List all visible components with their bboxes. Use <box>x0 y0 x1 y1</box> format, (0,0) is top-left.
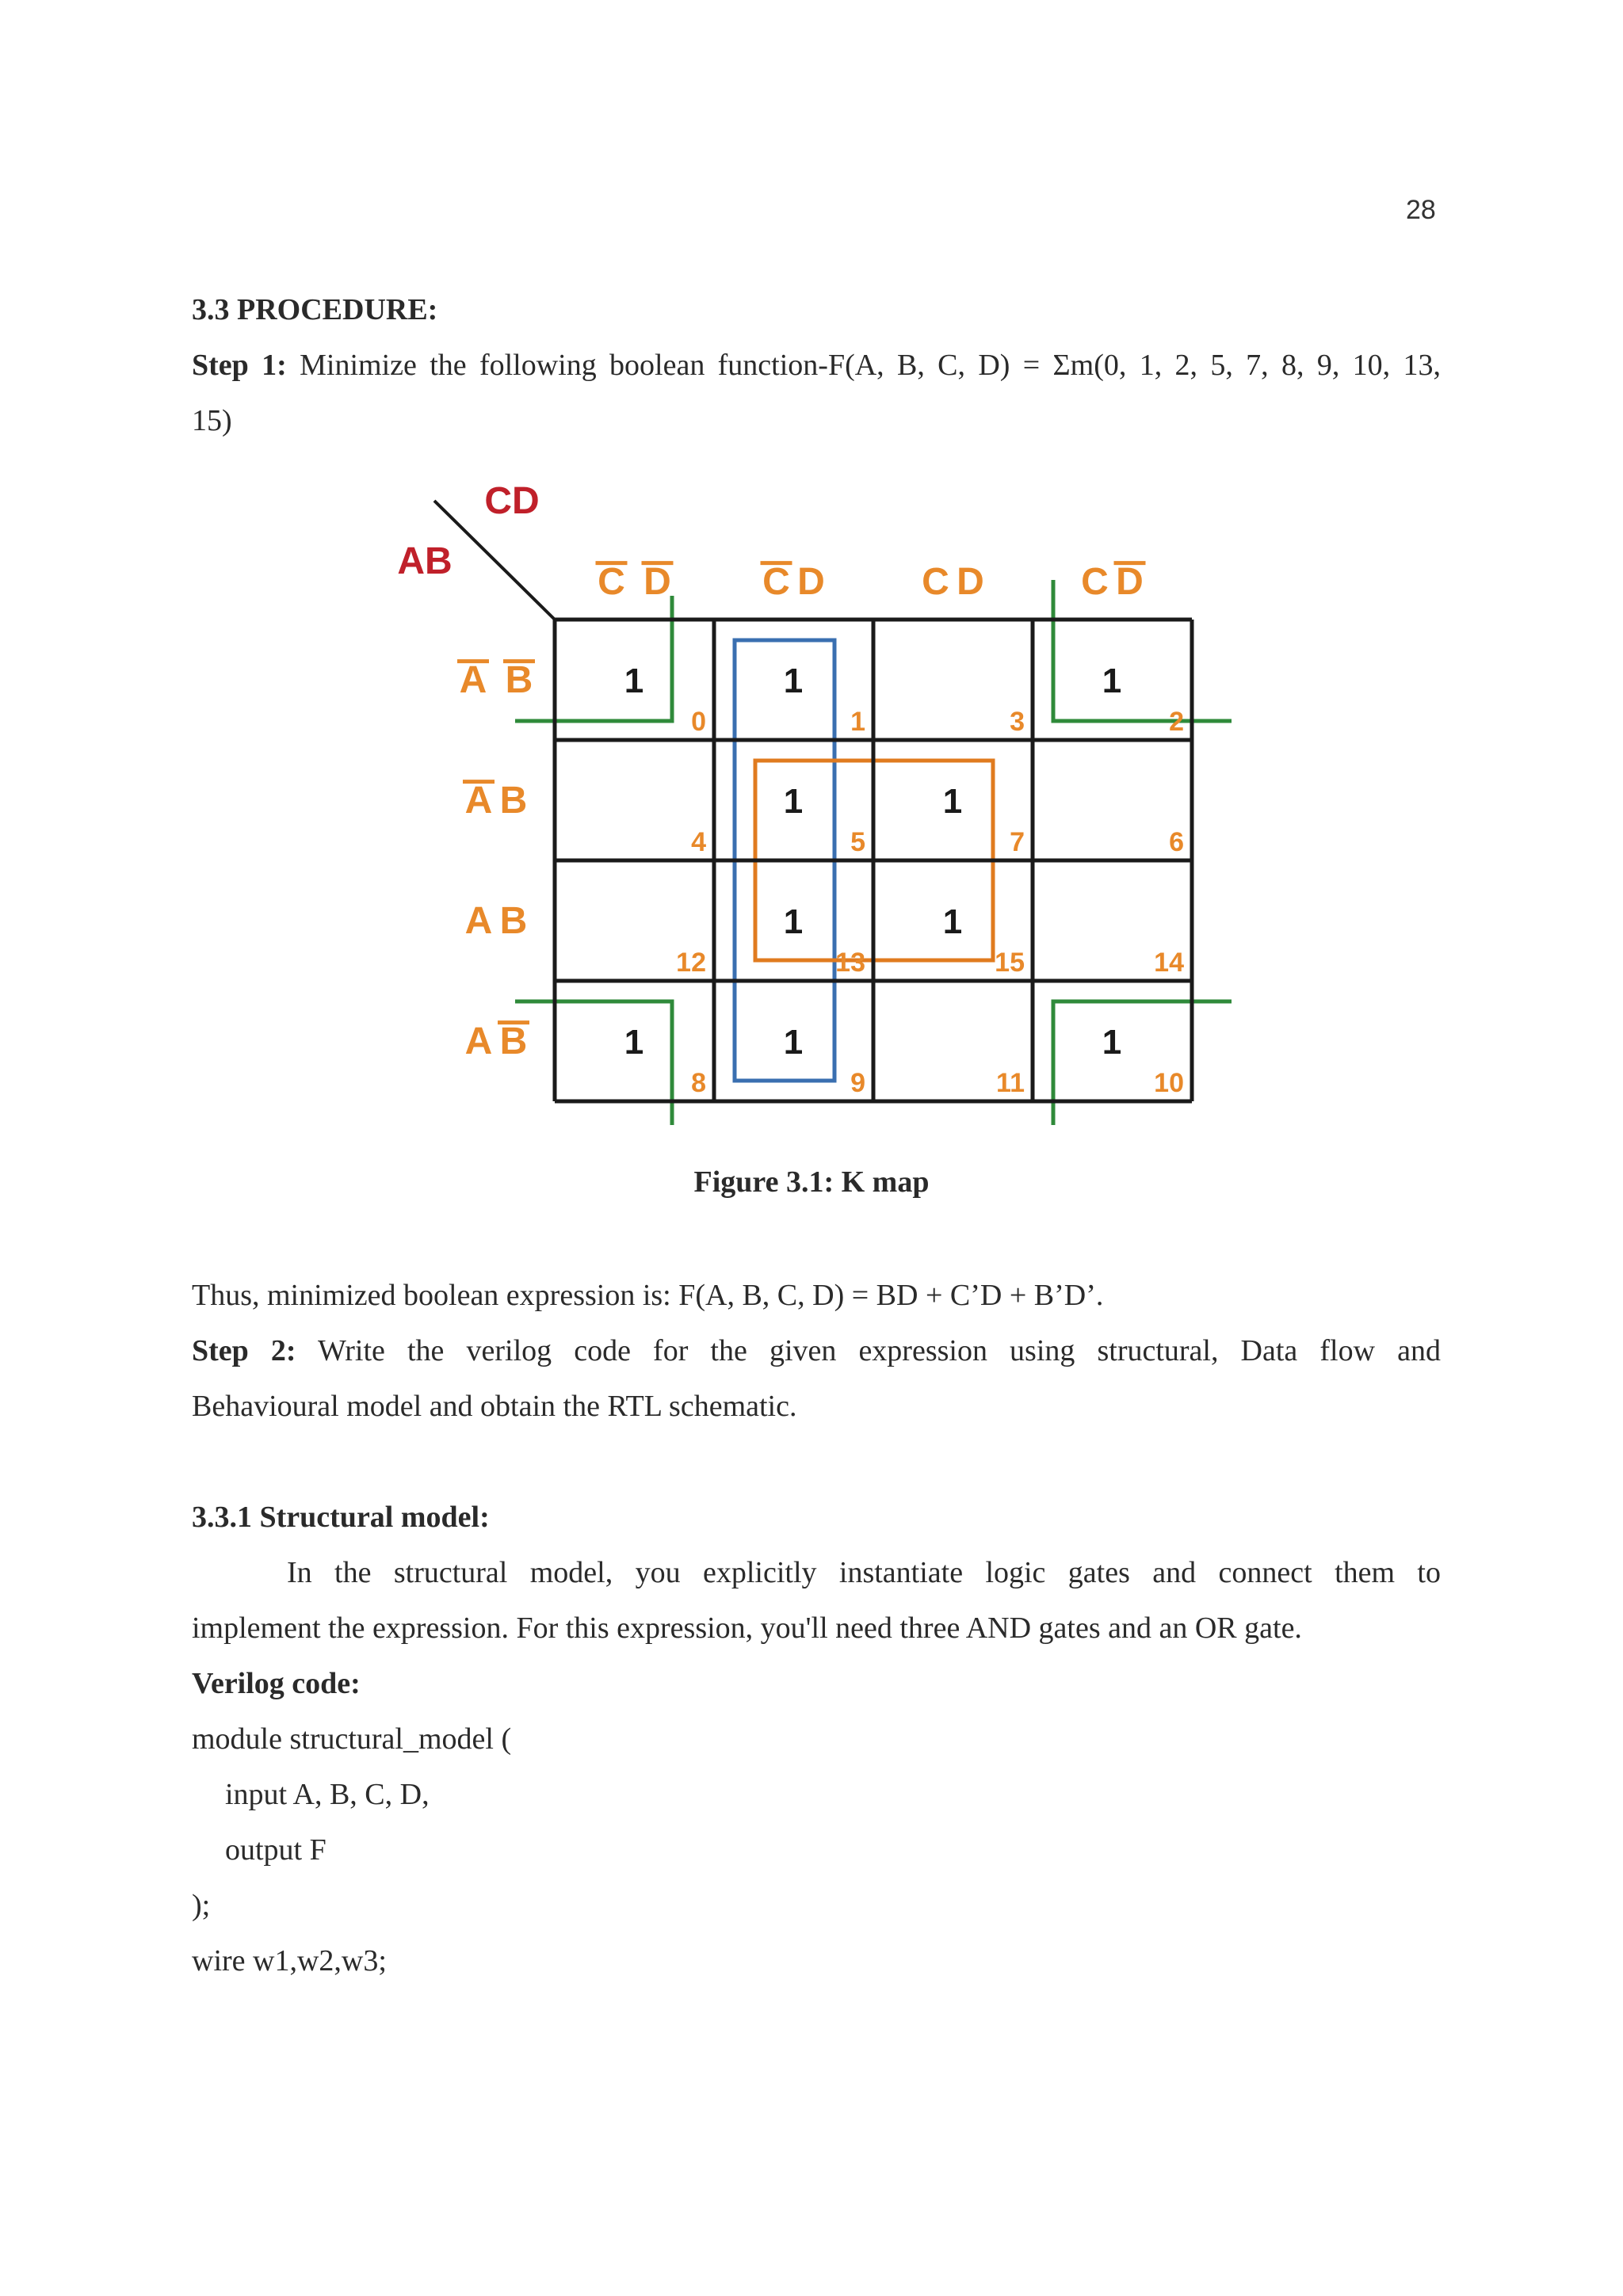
code-line: input A, B, C, D, <box>225 1778 430 1811</box>
cell-value: 1 <box>783 902 804 941</box>
cell-value: 1 <box>624 662 644 700</box>
cell-index: 3 <box>1010 707 1025 737</box>
col-header-letter: D <box>1116 561 1144 603</box>
col-header-letter: C <box>598 561 625 603</box>
cell-index: 6 <box>1169 827 1184 857</box>
row-header-letter: B <box>499 780 528 822</box>
cell-index: 4 <box>691 827 706 857</box>
code-line: ); <box>192 1889 211 1922</box>
group-corner-bottom-left <box>515 1001 672 1125</box>
cell-value: 1 <box>783 1023 804 1062</box>
section-heading: 3.3 PROCEDURE: <box>192 293 438 326</box>
group-corner-top-left <box>515 596 672 721</box>
structural-paragraph-line2: implement the expression. For this expression, you'll need three AND gates and an OR gate. <box>192 1611 1302 1645</box>
cell-value: 1 <box>1102 662 1122 700</box>
subsection-heading: 3.3.1 Structural model: <box>192 1501 490 1534</box>
cell-value: 1 <box>1102 1023 1122 1062</box>
step2-line1 <box>192 1323 1441 1379</box>
row-header-letter: B <box>499 1020 528 1062</box>
cell-index: 7 <box>1010 827 1025 857</box>
cell-value: 1 <box>783 782 804 821</box>
cell-value: 1 <box>624 1023 644 1062</box>
cell-index: 2 <box>1169 707 1184 737</box>
col-header-letter: D <box>957 561 984 603</box>
group-corner-bottom-right <box>1053 1001 1232 1125</box>
col-header-letter: C <box>922 561 949 603</box>
step1-text: Minimize the following boolean function-F(A, B, C, D) = Σm(0, 1, 2, 5, 7, 8, 9, 10, 13, <box>300 349 1441 382</box>
cell-value: 1 <box>942 902 963 941</box>
code-line: module structural_model ( <box>192 1722 512 1756</box>
row-header-letter: A <box>459 659 487 701</box>
page-number: 28 <box>1406 195 1436 225</box>
cell-index: 12 <box>676 948 706 978</box>
step2-label: Step 2: <box>192 1334 296 1367</box>
cell-index: 0 <box>691 707 706 737</box>
corner-cd-label: CD <box>484 480 540 522</box>
row-header-letter: A <box>464 780 493 822</box>
row-header-letter: A <box>464 900 493 942</box>
step2-line2: Behavioural model and obtain the RTL schematic. <box>192 1390 797 1423</box>
col-header-letter: C <box>762 561 790 603</box>
figure-caption: Figure 3.1: K map <box>693 1165 930 1199</box>
col-header-letter: C <box>1081 561 1109 603</box>
row-header-letter: B <box>499 900 528 942</box>
cell-index: 10 <box>1154 1068 1184 1098</box>
cell-index: 1 <box>850 707 865 737</box>
col-header-letter: D <box>643 561 671 603</box>
structural-paragraph-line1: In the structural model, you explicitly instantiate logic gates and connect them to <box>287 1556 1441 1589</box>
row-header-letter: A <box>464 1020 493 1062</box>
corner-ab-label: AB <box>397 540 453 582</box>
cell-value: 1 <box>783 662 804 700</box>
row-header-letter: B <box>505 659 533 701</box>
code-line: wire w1,w2,w3; <box>192 1944 387 1978</box>
verilog-heading: Verilog code: <box>192 1667 361 1700</box>
minimized-expression: Thus, minimized boolean expression is: F(A, B, C, D) = BD + C’D + B’D’. <box>192 1279 1104 1312</box>
code-line: output F <box>225 1833 327 1867</box>
cell-index: 8 <box>691 1068 706 1098</box>
step1-label: Step 1: <box>192 349 287 382</box>
cell-index: 9 <box>850 1068 865 1098</box>
col-header-letter: D <box>797 561 825 603</box>
step1-line2: 15) <box>192 404 232 437</box>
cell-index: 14 <box>1154 948 1184 978</box>
cell-value: 1 <box>942 782 963 821</box>
step2-text: Write the verilog code for the given expression using structural, Data flow and <box>317 1334 1441 1367</box>
cell-index: 13 <box>835 948 865 978</box>
cell-index: 5 <box>850 827 865 857</box>
cell-index: 15 <box>995 948 1025 978</box>
cell-index: 11 <box>996 1068 1025 1098</box>
